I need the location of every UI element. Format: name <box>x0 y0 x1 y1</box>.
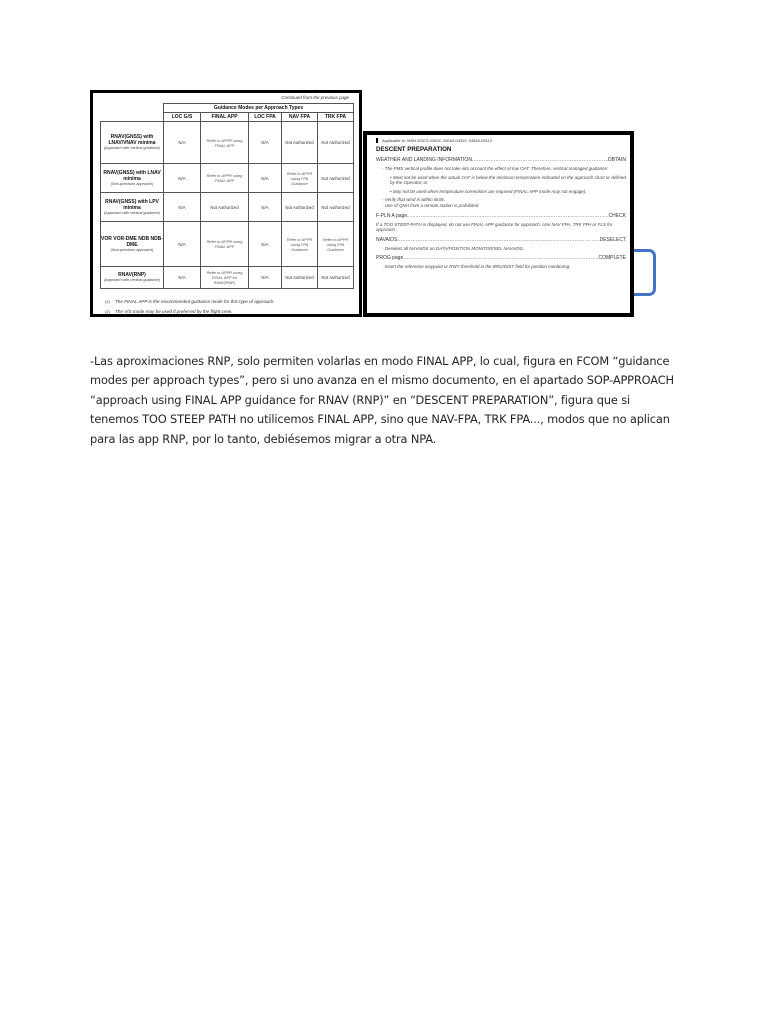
paragraph-line: tenemos TOO STEEP PATH no utilicemos FINAL APP, sino que NAV-FPA, TRK FPA..., modos que no aplican <box>90 412 670 427</box>
table-cell: N/A <box>249 122 282 164</box>
col-header: NAV FPA <box>282 113 318 122</box>
row-name: VOR VOR-DME NDB NDB-DME <box>101 235 163 248</box>
paragraph-line: modes per approach types”, pero si uno avanza en el mismo documento, en el apartado SOP-APPROACH <box>90 373 674 388</box>
footnote-text: The FINAL APP is the recommended guidance mode for this type of approach. <box>115 299 275 304</box>
table-cell: Refer to APPR using FPA Guidance <box>318 222 354 267</box>
item-action: COMPLETE <box>598 255 626 262</box>
guidance-modes-table-image <box>90 90 362 317</box>
row-header <box>101 193 164 222</box>
table-cell: Not Authorized <box>318 267 354 289</box>
row-sub: (Approach with vertical guidance) <box>103 278 161 283</box>
footnote-text: The V/S mode may be used if preferred by the flight crew. <box>115 309 233 314</box>
table-cell: Not Authorized <box>282 267 318 289</box>
table-cell: N/A <box>249 164 282 193</box>
row-sub: (Approach with vertical guidance) <box>103 146 161 151</box>
table-cell: N/A <box>164 193 201 222</box>
table-footnote <box>105 309 232 314</box>
row-name: RNAV(GNSS) with LNAV minima <box>103 169 161 182</box>
row-header <box>101 222 164 267</box>
table-cell: Not Authorized <box>318 164 354 193</box>
table-cell: N/A <box>164 222 201 267</box>
table-cell: N/A <box>164 267 201 289</box>
applicability-line: Applicable to: MSN 02573-02694, 03063-04319, 04540-05112 <box>376 138 626 143</box>
table-cell: Not Authorized <box>282 122 318 164</box>
paragraph-line: “approach using FINAL APP guidance for RNAV (RNP)” en “DESCENT PREPARATION”, figura que si <box>90 392 631 407</box>
leader-dots <box>403 255 598 261</box>
procedure-note: - Insert the reference waypoint or RWY threshold in the BRG/DIST field for position monitoring. <box>382 264 571 270</box>
checklist-item-fpln <box>376 213 626 219</box>
table-cell: Refer to APPR using FINAL APP for RNAV(RNP) <box>201 267 249 289</box>
procedure-note: - Deselect all NAVAIDS on DATA/POSITION MONITOR/SEL NAVAIDS. <box>382 245 524 251</box>
row-sub: (Non-precision approach) <box>110 247 154 252</box>
col-header: TRK FPA <box>318 113 354 122</box>
footnote-mark: (2) <box>105 309 110 314</box>
table-cell: N/A <box>249 222 282 267</box>
procedure-note: - Use of QNH from a remote station is prohibited. <box>382 202 480 208</box>
table-footnote <box>105 299 275 304</box>
table-cell: Not Authorized <box>318 122 354 164</box>
row-sub: (Approach with vertical guidance) <box>103 210 161 215</box>
checklist-item-navaids <box>376 237 626 243</box>
procedure-bullet: • Must not be used when the actual OAT is below the minimum temperature indicated on the approach chart or defined by the Operator, or <box>390 174 626 186</box>
table-cell: Refer to APPR using FPA Guidance <box>282 164 318 193</box>
row-header <box>101 164 164 193</box>
row-name: RNAV(RNP) <box>118 272 146 279</box>
table-row <box>101 122 354 164</box>
footnote-mark: (1) <box>105 299 110 304</box>
table-cell: Not Authorized <box>282 193 318 222</box>
procedure-note: - The FMS vertical profile does not take into account the effect of low OAT. Therefore, vertical managed guidance: <box>382 166 609 171</box>
row-name: RNAV(GNSS) with LNAV/VNAV minima <box>108 134 156 147</box>
col-header: LOC FPA <box>249 113 282 122</box>
highlight-bracket <box>634 249 656 296</box>
leader-dots <box>472 157 608 163</box>
col-header: FINAL APP <box>201 113 249 122</box>
item-label: F-PLN A page <box>376 212 408 219</box>
leader-dots <box>407 213 608 219</box>
paragraph-line: para las app RNP, por lo tanto, debiésemos migrar a otra NPA. <box>90 431 437 446</box>
table-row <box>101 193 354 222</box>
col-header: LOC G/S <box>164 113 201 122</box>
item-label: PROG page <box>376 255 404 262</box>
paragraph-line: -Las aproximaciones RNP, solo permiten volarlas en modo FINAL APP, lo cual, figura en FCOM “guidance <box>90 354 670 368</box>
table-cell: N/A <box>249 267 282 289</box>
table-row <box>101 164 354 193</box>
row-header <box>101 122 164 164</box>
table-cell: Not Authorized <box>318 193 354 222</box>
item-action: OBTAIN <box>607 157 626 163</box>
procedure-note: - Verify that wind is within limits. <box>382 197 446 203</box>
table-row <box>101 267 354 289</box>
continued-note: Continued from the previous page <box>281 95 349 100</box>
table-cell: Refer to APPR using FINAL APP <box>201 222 249 267</box>
procedure-note: If a TOO STEEP PATH is displayed, do not use FINAL APP guidance for approach. Use NAV FPA, TRK FPA or FLS for approach. <box>376 221 613 233</box>
body-paragraph <box>90 352 690 449</box>
item-label: NAVAIDS <box>376 236 398 243</box>
checklist-item-prog <box>376 255 626 261</box>
guidance-modes-table <box>100 103 354 289</box>
table-corner <box>101 104 164 122</box>
item-action: DESELECT <box>599 236 626 243</box>
table-group-header: Guidance Modes per Approach Types <box>164 104 354 113</box>
table-cell: Refer to APPR using FINAL APP <box>201 164 249 193</box>
item-label: WEATHER AND LANDING INFORMATION <box>376 157 472 163</box>
row-name: RNAV(GNSS) with LPV minima <box>105 198 159 211</box>
procedure-bullet: • May not be used when temperature corrections are required (FINAL APP mode may not engage). <box>390 188 587 194</box>
table-cell: Refer to APPR using FPA Guidance <box>282 222 318 267</box>
descent-preparation-image <box>363 131 634 317</box>
row-sub: (Non-precision approach) <box>110 181 154 186</box>
procedure-title: DESCENT PREPARATION <box>376 146 452 153</box>
table-cell: Refer to APPR using FINAL APP <box>201 122 249 164</box>
leader-dots <box>397 237 599 243</box>
row-header <box>101 267 164 289</box>
table-cell: N/A <box>249 193 282 222</box>
table-row <box>101 222 354 267</box>
table-cell: N/A <box>164 164 201 193</box>
table-cell: Not Authorized <box>201 193 249 222</box>
item-action: CHECK <box>608 212 626 219</box>
checklist-item-weather <box>376 157 626 163</box>
table-cell: N/A <box>164 122 201 164</box>
